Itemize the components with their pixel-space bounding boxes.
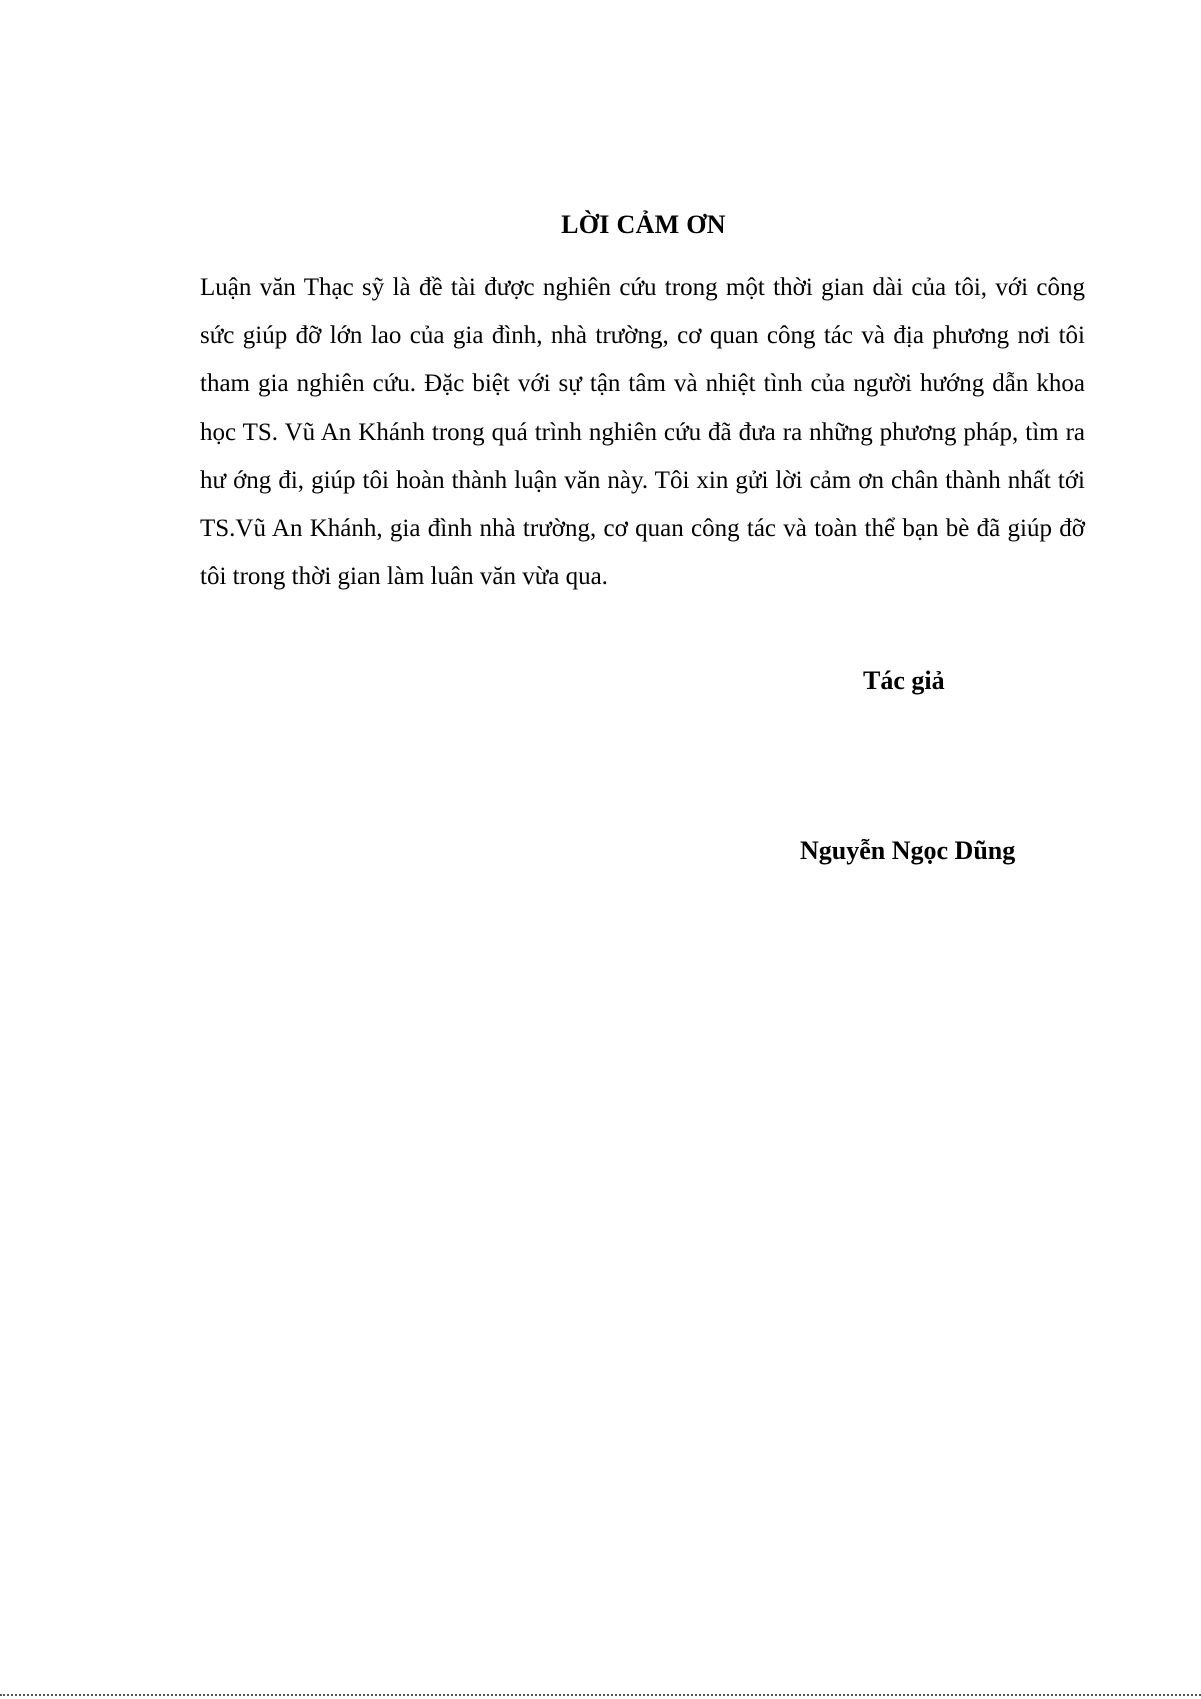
acknowledgement-paragraph: Luận văn Thạc sỹ là đề tài được nghiên cứu trong một thời gian dài của tôi, với công sức giúp đỡ lớn lao của gia đình, nhà trường, cơ quan công tác và địa phương nơi tôi tham gia nghiên cứu. Đặc biệt với sự tận tâm và nhiệt tình của người hướng dẫn khoa học TS. Vũ An Khánh trong quá trình nghiên cứu đã đưa ra những phương pháp, tìm ra hư ớng đi, giúp tôi hoàn thành luận văn này. Tôi xin gửi lời cảm ơn chân thành nhất tới TS.Vũ An Khánh, gia đình nhà trường, cơ quan công tác và toàn thể bạn bè đã giúp đỡ tôi trong thời gian làm luân văn vừa qua.: [200, 274, 1085, 591]
page-bottom-divider: [0, 1694, 1201, 1696]
author-name: Nguyễn Ngọc Dũng: [800, 836, 1016, 865]
page-title: LỜI CẢM ƠN: [561, 210, 726, 239]
author-role-label: Tác giả: [863, 666, 945, 695]
